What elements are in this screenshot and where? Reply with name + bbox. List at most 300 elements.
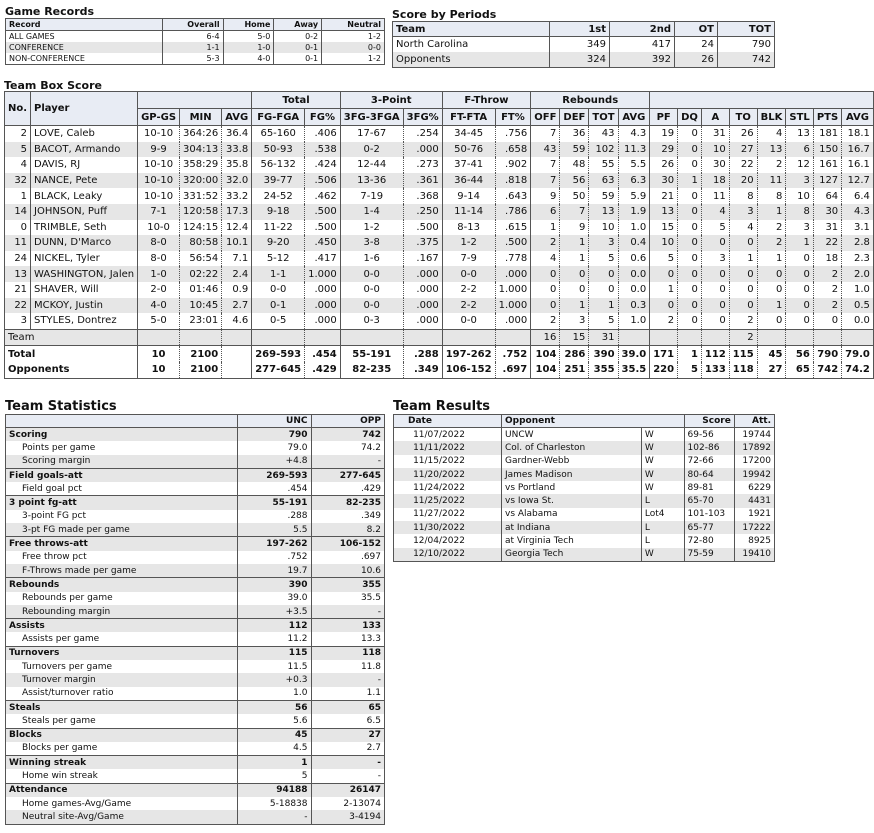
player-stat: 22 xyxy=(729,157,757,173)
game-date: 11/07/2022 xyxy=(394,428,502,442)
player-stat: 10-10 xyxy=(138,173,180,189)
stat-opp-value: 2-13074 xyxy=(311,797,385,810)
record-value: 0-1 xyxy=(274,42,322,53)
game-result: W xyxy=(641,428,684,442)
player-name: DUNN, D'Marco xyxy=(31,235,138,251)
total-stat: 55-191 xyxy=(340,346,403,362)
stat-category-label: Scoring xyxy=(6,428,238,442)
header-group-fthrow: F-Throw xyxy=(442,92,531,109)
column-header-3fg-3fga: 3FG-3FGA xyxy=(340,109,403,126)
player-stat: 0 xyxy=(650,266,678,282)
total-stat: 39.0 xyxy=(618,346,650,362)
player-stat: 0 xyxy=(589,282,618,298)
player-stat: 9-20 xyxy=(252,235,305,251)
stat-opp-value: .697 xyxy=(311,551,385,564)
player-stat: 5-0 xyxy=(138,313,180,329)
stat-unc-value: 112 xyxy=(238,619,312,633)
stat-opp-value: .349 xyxy=(311,510,385,523)
stat-opp-value: 82-235 xyxy=(311,496,385,510)
player-stat: 56:54 xyxy=(180,251,222,267)
stat-unc-value: 11.5 xyxy=(238,660,312,673)
header-group-3point: 3-Point xyxy=(340,92,442,109)
player-stat: .000 xyxy=(403,266,442,282)
record-value: 5-3 xyxy=(163,53,224,65)
total-stat: 10 xyxy=(138,346,180,362)
stat-item-label: Turnovers per game xyxy=(6,660,238,673)
player-stat: 0.6 xyxy=(618,251,650,267)
player-stat: 0 xyxy=(678,142,702,158)
player-stat: 64 xyxy=(813,188,841,204)
player-stat: 358:29 xyxy=(180,157,222,173)
record-value: 1-2 xyxy=(322,31,385,43)
player-number: 4 xyxy=(5,157,31,173)
header-score: Score xyxy=(684,415,734,428)
game-result: L xyxy=(641,494,684,507)
total-stat: 390 xyxy=(589,346,618,362)
column-header-pts: PTS xyxy=(813,109,841,126)
game-attendance: 19942 xyxy=(734,468,774,481)
player-stat: 63 xyxy=(589,173,618,189)
player-stat: 2.4 xyxy=(222,266,252,282)
player-stat: 4 xyxy=(531,251,560,267)
total-stat: 74.2 xyxy=(842,362,874,378)
player-stat: 16.1 xyxy=(842,157,874,173)
column-header-avg: AVG xyxy=(222,109,252,126)
player-row xyxy=(5,266,874,282)
player-stat: 0 xyxy=(678,235,702,251)
stat-category-label: Free throws-att xyxy=(6,537,238,551)
player-stat: .778 xyxy=(495,251,531,267)
player-stat: 2 xyxy=(650,313,678,329)
total-stat: 56 xyxy=(786,346,813,362)
player-stat: 0 xyxy=(650,298,678,314)
game-result-row xyxy=(394,481,775,494)
player-stat: 0 xyxy=(678,204,702,220)
stat-opp-value: - xyxy=(311,673,385,686)
player-stat: 0 xyxy=(531,298,560,314)
player-stat: 3 xyxy=(729,204,757,220)
total-stat: 742 xyxy=(813,362,841,378)
player-stat: 1-2 xyxy=(442,235,495,251)
player-stat: 43 xyxy=(531,142,560,158)
player-stat: .000 xyxy=(305,298,341,314)
player-row xyxy=(5,313,874,329)
stat-category-row xyxy=(6,783,385,797)
game-result: L xyxy=(641,534,684,547)
stat-item-row xyxy=(6,551,385,564)
stat-opp-value: 27 xyxy=(311,728,385,742)
stat-category-row xyxy=(6,537,385,551)
player-stat: 0.0 xyxy=(618,282,650,298)
stat-unc-value: 269-593 xyxy=(238,468,312,482)
stat-opp-value: 6.5 xyxy=(311,714,385,728)
player-stat: 17-67 xyxy=(340,126,403,142)
player-stat: 20 xyxy=(729,173,757,189)
team-results-table xyxy=(393,414,775,562)
player-stat: 23:01 xyxy=(180,313,222,329)
game-date: 11/24/2022 xyxy=(394,481,502,494)
player-row xyxy=(5,298,874,314)
header-record: Record xyxy=(6,19,163,31)
column-header-to: TO xyxy=(729,109,757,126)
player-stat: 4.3 xyxy=(842,204,874,220)
record-value: 0-0 xyxy=(322,42,385,53)
player-stat: 9 xyxy=(560,220,589,236)
player-stat: 2.8 xyxy=(842,235,874,251)
player-stat: 4 xyxy=(757,126,786,142)
game-opponent[interactable]: Col. of Charleston xyxy=(502,441,642,454)
period-score: 790 xyxy=(718,37,775,53)
record-label: CONFERENCE xyxy=(6,42,163,53)
period-score: 24 xyxy=(675,37,718,53)
stat-item-label: F-Throws made per game xyxy=(6,564,238,578)
header-player: Player xyxy=(31,92,138,126)
total-stat: 10 xyxy=(138,362,180,378)
player-stat: 7 xyxy=(531,126,560,142)
box-score-title: Team Box Score xyxy=(4,79,102,92)
player-stat: 0 xyxy=(701,298,729,314)
player-stat: 331:52 xyxy=(180,188,222,204)
player-stat: 1 xyxy=(560,251,589,267)
player-stat: .756 xyxy=(495,126,531,142)
player-stat: .250 xyxy=(403,204,442,220)
stat-unc-value: .454 xyxy=(238,482,312,496)
total-label: Total xyxy=(5,346,138,362)
player-stat: 0.3 xyxy=(618,298,650,314)
player-stat: 36.4 xyxy=(222,126,252,142)
player-stat: 12-44 xyxy=(340,157,403,173)
record-value: 5-0 xyxy=(223,31,274,43)
player-stat: 7.1 xyxy=(222,251,252,267)
player-stat: 9-9 xyxy=(138,142,180,158)
header-att: Att. xyxy=(734,415,774,428)
stat-opp-value: 355 xyxy=(311,578,385,592)
player-stat: .658 xyxy=(495,142,531,158)
column-header-fg-fga: FG-FGA xyxy=(252,109,305,126)
stat-unc-value: 19.7 xyxy=(238,564,312,578)
player-stat: 4-0 xyxy=(138,298,180,314)
stat-item-label: Free throw pct xyxy=(6,551,238,564)
player-stat: 0 xyxy=(560,266,589,282)
player-stat: 7-19 xyxy=(340,188,403,204)
player-stat: 0-0 xyxy=(252,282,305,298)
stat-opp-value: 2.7 xyxy=(311,742,385,756)
player-stat: .538 xyxy=(305,142,341,158)
player-stat: 10.1 xyxy=(222,235,252,251)
player-stat: .506 xyxy=(305,173,341,189)
total-stat: .349 xyxy=(403,362,442,378)
player-number: 24 xyxy=(5,251,31,267)
player-stat: 9-14 xyxy=(442,188,495,204)
game-score: 72-66 xyxy=(684,455,734,468)
player-number: 32 xyxy=(5,173,31,189)
player-row xyxy=(5,157,874,173)
game-opponent[interactable]: at Virginia Tech xyxy=(502,534,642,547)
player-stat: 10-10 xyxy=(138,157,180,173)
header-team: Team xyxy=(393,22,550,37)
player-stat: 17.3 xyxy=(222,204,252,220)
player-stat: .406 xyxy=(305,126,341,142)
player-stat: 26 xyxy=(650,157,678,173)
game-opponent[interactable]: vs Iowa St. xyxy=(502,494,642,507)
game-opponent[interactable]: vs Portland xyxy=(502,481,642,494)
stat-opp-value: .429 xyxy=(311,482,385,496)
player-stat: 1 xyxy=(678,173,702,189)
box-score-table xyxy=(4,91,874,379)
stat-unc-value: 55-191 xyxy=(238,496,312,510)
player-stat: 2-2 xyxy=(442,282,495,298)
game-result-row xyxy=(394,521,775,534)
game-attendance: 17200 xyxy=(734,455,774,468)
stat-unc-value: +4.8 xyxy=(238,455,312,469)
record-label: NON-CONFERENCE xyxy=(6,53,163,65)
stat-item-label: Home games-Avg/Game xyxy=(6,797,238,810)
team-stat xyxy=(138,329,180,346)
player-stat: 0 xyxy=(560,282,589,298)
player-stat: .167 xyxy=(403,251,442,267)
player-stat: 11-22 xyxy=(252,220,305,236)
period-score: 349 xyxy=(550,37,610,53)
player-stat: 10-10 xyxy=(138,188,180,204)
player-stat: .615 xyxy=(495,220,531,236)
player-stat: 22 xyxy=(813,235,841,251)
player-stat: 127 xyxy=(813,173,841,189)
column-header-off: OFF xyxy=(531,109,560,126)
player-stat: 13 xyxy=(589,204,618,220)
player-stat: 2.3 xyxy=(842,251,874,267)
player-stat: 0-0 xyxy=(340,298,403,314)
player-stat: 2-0 xyxy=(138,282,180,298)
game-date: 11/15/2022 xyxy=(394,455,502,468)
player-stat: 12.7 xyxy=(842,173,874,189)
game-opponent[interactable]: Gardner-Webb xyxy=(502,455,642,468)
player-stat: 33.8 xyxy=(222,142,252,158)
player-stat: 32.0 xyxy=(222,173,252,189)
record-value: 0-2 xyxy=(274,31,322,43)
game-opponent[interactable]: UNCW xyxy=(502,428,642,442)
header-stat xyxy=(6,415,238,428)
player-stat: 1.000 xyxy=(495,298,531,314)
player-stat: 1-0 xyxy=(138,266,180,282)
game-records-table xyxy=(5,18,385,65)
team-row xyxy=(5,329,874,346)
player-row xyxy=(5,188,874,204)
player-name: JOHNSON, Puff xyxy=(31,204,138,220)
player-stat: 6.4 xyxy=(842,188,874,204)
header-1st: 1st xyxy=(550,22,610,37)
stat-unc-value: 5 xyxy=(238,769,312,783)
player-stat: 5 xyxy=(589,313,618,329)
game-score: 65-70 xyxy=(684,494,734,507)
player-stat: 5 xyxy=(589,251,618,267)
game-opponent[interactable]: vs Alabama xyxy=(502,508,642,521)
total-stat: 104 xyxy=(531,346,560,362)
game-result-row xyxy=(394,534,775,547)
stat-category-row xyxy=(6,646,385,660)
game-date: 11/30/2022 xyxy=(394,521,502,534)
player-stat: 9-18 xyxy=(252,204,305,220)
stat-item-row xyxy=(6,605,385,619)
stat-item-row xyxy=(6,510,385,523)
player-stat: 11 xyxy=(757,173,786,189)
game-result: W xyxy=(641,548,684,562)
stat-unc-value: 1.0 xyxy=(238,687,312,701)
stat-unc-value: 39.0 xyxy=(238,592,312,605)
team-stat xyxy=(442,329,495,346)
player-stat: 2-2 xyxy=(442,298,495,314)
stat-category-label: Rebounds xyxy=(6,578,238,592)
record-value: 1-2 xyxy=(322,53,385,65)
player-stat: 13-36 xyxy=(340,173,403,189)
header-opponent: Opponent xyxy=(502,415,685,428)
player-stat: 10-0 xyxy=(138,220,180,236)
player-stat: 10 xyxy=(589,220,618,236)
team-stat xyxy=(701,329,729,346)
stat-unc-value: 5.6 xyxy=(238,714,312,728)
total-stat: .454 xyxy=(305,346,341,362)
player-stat: 1 xyxy=(757,204,786,220)
player-stat: .254 xyxy=(403,126,442,142)
stat-category-row xyxy=(6,756,385,770)
player-stat: 35.8 xyxy=(222,157,252,173)
stat-unc-value: 790 xyxy=(238,428,312,442)
player-name: MCKOY, Justin xyxy=(31,298,138,314)
game-opponent[interactable]: Georgia Tech xyxy=(502,548,642,562)
player-number: 1 xyxy=(5,188,31,204)
player-stat: .500 xyxy=(305,204,341,220)
player-stat: 0.0 xyxy=(618,266,650,282)
period-score: 392 xyxy=(610,52,675,68)
game-attendance: 1921 xyxy=(734,508,774,521)
stat-category-row xyxy=(6,728,385,742)
player-stat: 161 xyxy=(813,157,841,173)
player-stat: 19 xyxy=(650,126,678,142)
player-stat: 0 xyxy=(701,235,729,251)
player-name: BLACK, Leaky xyxy=(31,188,138,204)
player-stat: 50-76 xyxy=(442,142,495,158)
header-tot: TOT xyxy=(718,22,775,37)
stat-item-row xyxy=(6,632,385,646)
total-stat: 65 xyxy=(786,362,813,378)
game-result: W xyxy=(641,441,684,454)
period-score: 324 xyxy=(550,52,610,68)
team-stat xyxy=(495,329,531,346)
player-stat: 6.3 xyxy=(618,173,650,189)
player-number: 21 xyxy=(5,282,31,298)
column-header-fg-: FG% xyxy=(305,109,341,126)
stat-opp-value: 1.1 xyxy=(311,687,385,701)
player-name: NICKEL, Tyler xyxy=(31,251,138,267)
player-stat: .000 xyxy=(305,282,341,298)
game-date: 11/25/2022 xyxy=(394,494,502,507)
player-stat: .000 xyxy=(495,266,531,282)
player-stat: .000 xyxy=(305,313,341,329)
team-results-title: Team Results xyxy=(393,399,491,414)
total-stat: 269-593 xyxy=(252,346,305,362)
player-stat: 3 xyxy=(701,251,729,267)
stat-opp-value: 106-152 xyxy=(311,537,385,551)
player-stat: 0 xyxy=(678,282,702,298)
stat-opp-value: 3-4194 xyxy=(311,810,385,824)
player-stat: 0 xyxy=(786,251,813,267)
player-stat: 2 xyxy=(531,313,560,329)
stat-category-row xyxy=(6,428,385,442)
total-stat: .752 xyxy=(495,346,531,362)
score-by-periods-header xyxy=(393,22,775,37)
player-stat: 2 xyxy=(729,313,757,329)
player-stat: 1.000 xyxy=(495,282,531,298)
header-group-blank xyxy=(138,92,252,109)
stat-opp-value: - xyxy=(311,756,385,770)
team-stat: 16 xyxy=(531,329,560,346)
player-stat: 39-77 xyxy=(252,173,305,189)
player-stat: 2.7 xyxy=(222,298,252,314)
player-stat: .417 xyxy=(305,251,341,267)
player-stat: 33.2 xyxy=(222,188,252,204)
stat-category-label: Steals xyxy=(6,700,238,714)
player-stat: 0.9 xyxy=(222,282,252,298)
game-score: 72-80 xyxy=(684,534,734,547)
player-stat: 18.1 xyxy=(842,126,874,142)
game-attendance: 17892 xyxy=(734,441,774,454)
player-stat: 6 xyxy=(531,204,560,220)
player-stat: 0.0 xyxy=(842,313,874,329)
stat-item-row xyxy=(6,769,385,783)
player-stat: 0-2 xyxy=(340,142,403,158)
stat-category-row xyxy=(6,578,385,592)
player-stat: 10:45 xyxy=(180,298,222,314)
player-stat: .375 xyxy=(403,235,442,251)
total-stat: .697 xyxy=(495,362,531,378)
player-stat: 59 xyxy=(560,142,589,158)
game-result-row xyxy=(394,468,775,481)
player-stat: 364:26 xyxy=(180,126,222,142)
game-opponent[interactable]: at Indiana xyxy=(502,521,642,534)
player-number: 3 xyxy=(5,313,31,329)
player-stat: 9 xyxy=(531,188,560,204)
player-stat: 12 xyxy=(786,157,813,173)
stat-item-row xyxy=(6,797,385,810)
stat-item-label: Scoring margin xyxy=(6,455,238,469)
player-stat: .462 xyxy=(305,188,341,204)
total-stat: 277-645 xyxy=(252,362,305,378)
player-stat: 43 xyxy=(589,126,618,142)
stat-item-row xyxy=(6,673,385,686)
stat-category-label: Field goals-att xyxy=(6,468,238,482)
player-stat: 0 xyxy=(678,251,702,267)
stat-item-row xyxy=(6,482,385,496)
game-records-title: Game Records xyxy=(5,5,95,18)
stat-opp-value: 13.3 xyxy=(311,632,385,646)
game-opponent[interactable]: James Madison xyxy=(502,468,642,481)
player-stat: 29 xyxy=(650,142,678,158)
player-stat: .450 xyxy=(305,235,341,251)
player-stat: 1 xyxy=(560,298,589,314)
player-row xyxy=(5,220,874,236)
column-header-ft-: FT% xyxy=(495,109,531,126)
game-date: 11/11/2022 xyxy=(394,441,502,454)
player-stat: 65-160 xyxy=(252,126,305,142)
player-stat: 11.3 xyxy=(618,142,650,158)
player-stat: 26 xyxy=(729,126,757,142)
player-row xyxy=(5,282,874,298)
stat-item-label: Neutral site-Avg/Game xyxy=(6,810,238,824)
player-stat: 7 xyxy=(531,173,560,189)
game-record-row xyxy=(6,31,385,43)
total-stat: 286 xyxy=(560,346,589,362)
game-result: Lot4 xyxy=(641,508,684,521)
player-stat: 80:58 xyxy=(180,235,222,251)
